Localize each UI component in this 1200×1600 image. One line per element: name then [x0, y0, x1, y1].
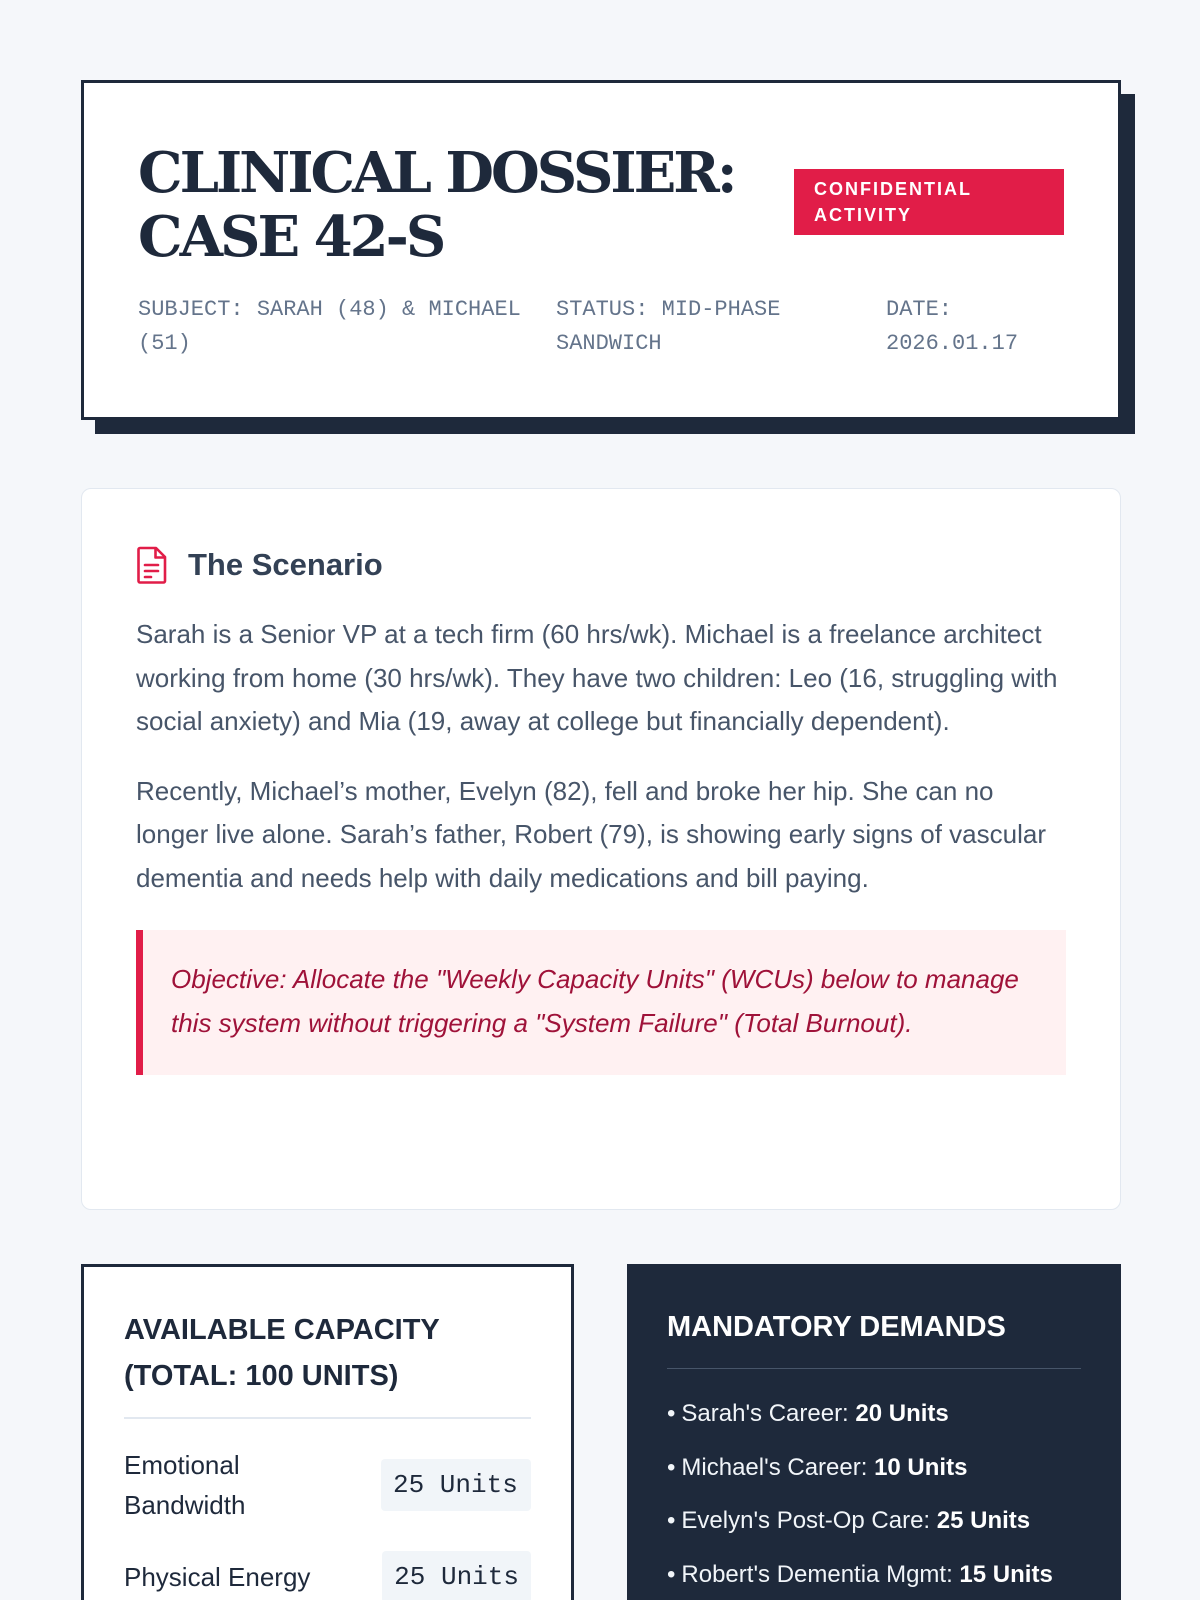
demand-label: Robert's Dementia Mgmt: [681, 1560, 953, 1588]
document-icon [136, 546, 168, 584]
bullet-icon: • [667, 1560, 676, 1588]
subject-meta: SUBJECT: SARAH (48) & MICHAEL (51) [138, 297, 521, 356]
demand-value: 20 Units [855, 1400, 949, 1427]
demand-item [667, 1441, 1081, 1495]
objective-callout: Objective: Allocate the "Weekly Capacity Units" (WCUs) below to manage this system without triggering a "System Failure" (Total Burnout). [136, 930, 1066, 1075]
scenario-card [81, 488, 1121, 1210]
capacity-value: 25 Units [382, 1551, 531, 1600]
demand-label: Evelyn's Post-Op Care: [681, 1507, 931, 1534]
capacity-card [81, 1264, 574, 1600]
confidential-badge: CONFIDENTIAL ACTIVITY [794, 169, 1064, 235]
demand-value: 15 Units [959, 1560, 1053, 1588]
scenario-paragraph: Recently, Michael’s mother, Evelyn (82), fell and broke her hip. She can no longer live alone. Sarah’s father, Robert (79), is showing early signs of vascular dementia and needs help with daily medications and bill paying. [136, 775, 1046, 893]
demand-list [667, 1387, 1081, 1600]
case-meta-row [138, 293, 1064, 361]
page-title: CLINICAL DOSSIER: CASE 42-S [138, 140, 735, 270]
scenario-heading [136, 545, 1066, 585]
capacity-label: Physical Energy [124, 1562, 311, 1592]
demand-label: Sarah's Career: [681, 1400, 849, 1427]
demands-card [627, 1264, 1121, 1600]
demand-item [667, 1387, 1081, 1441]
demand-value: 25 Units [936, 1507, 1031, 1534]
bullet-icon: • [667, 1400, 676, 1427]
capacity-row [124, 1445, 531, 1525]
scenario-paragraph: Sarah is a Senior VP at a tech firm (60 hrs/wk). Michael is a freelance architect working from home (30 hrs/wk). They have two children: Leo (16, struggling with social anxiety) and Mia (19, away at college but financially dependent). [136, 619, 1058, 736]
scenario-title: The Scenario [188, 547, 383, 582]
capacity-value: 25 Units [381, 1459, 531, 1511]
demands-title: MANDATORY DEMANDS [667, 1304, 1081, 1369]
dossier-header-card [81, 80, 1121, 420]
capacity-row [124, 1551, 531, 1600]
bullet-icon: • [667, 1507, 676, 1534]
capacity-title: AVAILABLE CAPACITY (TOTAL: 100 UNITS) [124, 1307, 531, 1419]
demand-value: 10 Units [874, 1453, 968, 1481]
demand-item [667, 1548, 1081, 1600]
bullet-icon: • [667, 1453, 676, 1481]
capacity-label: Emotional Bandwidth [124, 1450, 246, 1520]
date-meta: DATE: 2026.01.17 [886, 297, 1019, 356]
demand-item [667, 1494, 1081, 1548]
status-meta: STATUS: MID-PHASE SANDWICH [556, 297, 781, 356]
demand-label: Michael's Career: [681, 1453, 868, 1481]
header-top [138, 141, 1064, 269]
